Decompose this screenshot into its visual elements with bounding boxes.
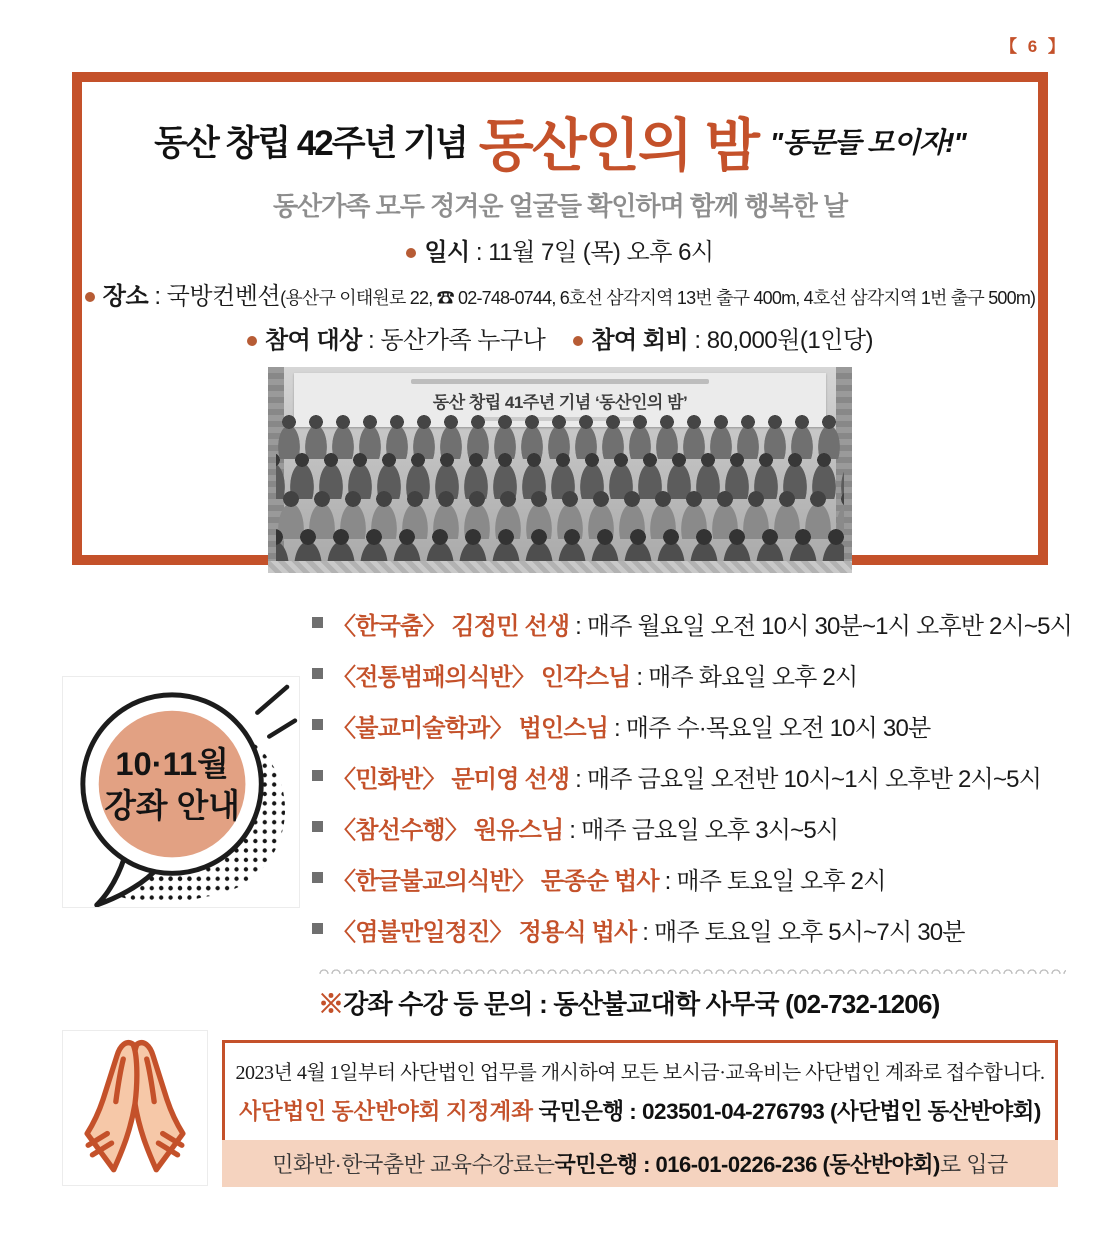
lecture-schedule: : 매주 화요일 오후 2시 — [630, 664, 858, 691]
fee-label: 참여 회비 — [591, 327, 689, 354]
bullet-dot-icon — [247, 336, 257, 346]
venue-value: : 국방컨벤션 — [154, 283, 281, 310]
lecture-item — [312, 810, 1072, 844]
venue-label: 장소 — [102, 283, 149, 310]
datetime-line — [82, 232, 1038, 267]
fee-value: : 80,000원(1인당) — [694, 327, 874, 354]
event-box — [72, 72, 1048, 565]
lecture-course: 〈불교미술학과〉 법인스님 — [332, 715, 609, 742]
praying-hands-icon — [69, 1037, 201, 1179]
target-value: : 동산가족 누구나 — [368, 327, 546, 354]
participation-line — [82, 320, 1038, 355]
notice-box — [222, 1040, 1058, 1144]
bubble-line2: 강좌 안내 — [104, 786, 240, 824]
bullet-square-icon — [312, 668, 323, 679]
bullet-square-icon — [312, 617, 323, 628]
venue-line — [82, 276, 1038, 311]
lecture-item — [312, 606, 1073, 640]
lecture-schedule: : 매주 토요일 오후 2시 — [658, 868, 886, 895]
lecture-item — [312, 861, 1072, 895]
notice-line2 — [231, 1094, 1049, 1126]
strip-suffix: 로 입금 — [939, 1152, 1008, 1177]
lecture-course: 〈한국춤〉 김정민 선생 — [332, 613, 570, 640]
event-title-quote: "동문들 모이자!" — [769, 127, 966, 158]
lecture-course: 〈염불만일정진〉 정용식 법사 — [332, 919, 637, 946]
lecture-course: 〈참선수행〉 원유스님 — [332, 817, 564, 844]
bullet-dot-icon — [406, 248, 416, 258]
bullet-square-icon — [312, 770, 323, 781]
strip-prefix: 민화반·한국춤반 교육수강료는 — [272, 1152, 555, 1177]
target-label: 참여 대상 — [264, 327, 362, 354]
event-title-prefix: 동산 창립 42주년 기념 — [154, 124, 467, 163]
notice-line1: 2023년 4월 1일부터 사단법인 업무를 개시하여 모든 보시금·교육비는 사단법인 계좌로 접수합니다. — [235, 1062, 1045, 1084]
datetime-value: : 11월 7일 (목) 오후 6시 — [475, 239, 714, 266]
event-title-main: 동산인의 밤 — [478, 114, 758, 178]
tuition-strip — [222, 1140, 1058, 1187]
lecture-course: 〈전통범패의식반〉 인각스님 — [332, 664, 631, 691]
venue-note: (용산구 이태원로 22, ☎ 02-748-0744, 6호선 삼각지역 13번 출구 400m, 4호선 삼각지역 1번 출구 500m) — [280, 288, 1036, 308]
lecture-item — [312, 708, 1072, 742]
lecture-schedule: : 매주 금요일 오전반 10시~1시 오후반 2시~5시 — [569, 766, 1042, 793]
lecture-item — [312, 657, 1072, 691]
account-label: 사단법인 동산반야회 지정계좌 — [239, 1099, 539, 1124]
inquiry-line — [318, 984, 939, 1021]
lecture-course: 〈민화반〉 문미영 선생 — [332, 766, 570, 793]
page-number: 【 6 】 — [1000, 37, 1068, 56]
praying-hands-block — [62, 1030, 208, 1186]
lecture-item — [312, 912, 1072, 946]
lecture-list — [312, 606, 1072, 963]
lecture-course: 〈한글불교의식반〉 문종순 법사 — [332, 868, 659, 895]
datetime-label: 일시 — [424, 239, 470, 266]
bullet-square-icon — [312, 923, 323, 934]
lecture-schedule: : 매주 월요일 오전 10시 30분~1시 오후반 2시~5시 — [569, 613, 1073, 640]
lecture-item — [312, 759, 1072, 793]
inquiry-mark: ※ — [318, 989, 344, 1019]
banner-small-text-bar — [411, 379, 709, 384]
bullet-dot-icon — [573, 336, 583, 346]
event-title — [82, 100, 1038, 182]
bullet-dot-icon — [85, 292, 95, 302]
lecture-schedule: : 매주 수·목요일 오전 10시 30분 — [608, 715, 931, 742]
event-subtitle: 동산가족 모두 정겨운 얼굴들 확인하며 함께 행복한 날 — [272, 191, 848, 221]
lecture-schedule: : 매주 토요일 오후 5시~7시 30분 — [636, 919, 965, 946]
photo-banner-title: 동산 창립 41주년 기념 ‘동산인의 밤’ — [432, 393, 688, 412]
wavy-divider — [318, 966, 1066, 974]
bullet-square-icon — [312, 719, 323, 730]
strip-account: 국민은행 : 016-01-0226-236 (동산반야회) — [554, 1152, 940, 1177]
bullet-square-icon — [312, 872, 323, 883]
bubble-line1: 10·11월 — [115, 745, 229, 783]
speech-bubble-icon — [63, 677, 299, 907]
group-photo — [268, 367, 852, 573]
photo-floor — [268, 561, 852, 573]
account-value: 국민은행 : 023501-04-276793 (사단법인 동산반야회) — [538, 1099, 1041, 1124]
lecture-schedule: : 매주 금요일 오후 3시~5시 — [563, 817, 839, 844]
bullet-square-icon — [312, 821, 323, 832]
inquiry-text: 강좌 수강 등 문의 : 동산불교대학 사무국 (02-732-1206) — [343, 989, 940, 1019]
lecture-notice-bubble — [62, 676, 300, 908]
